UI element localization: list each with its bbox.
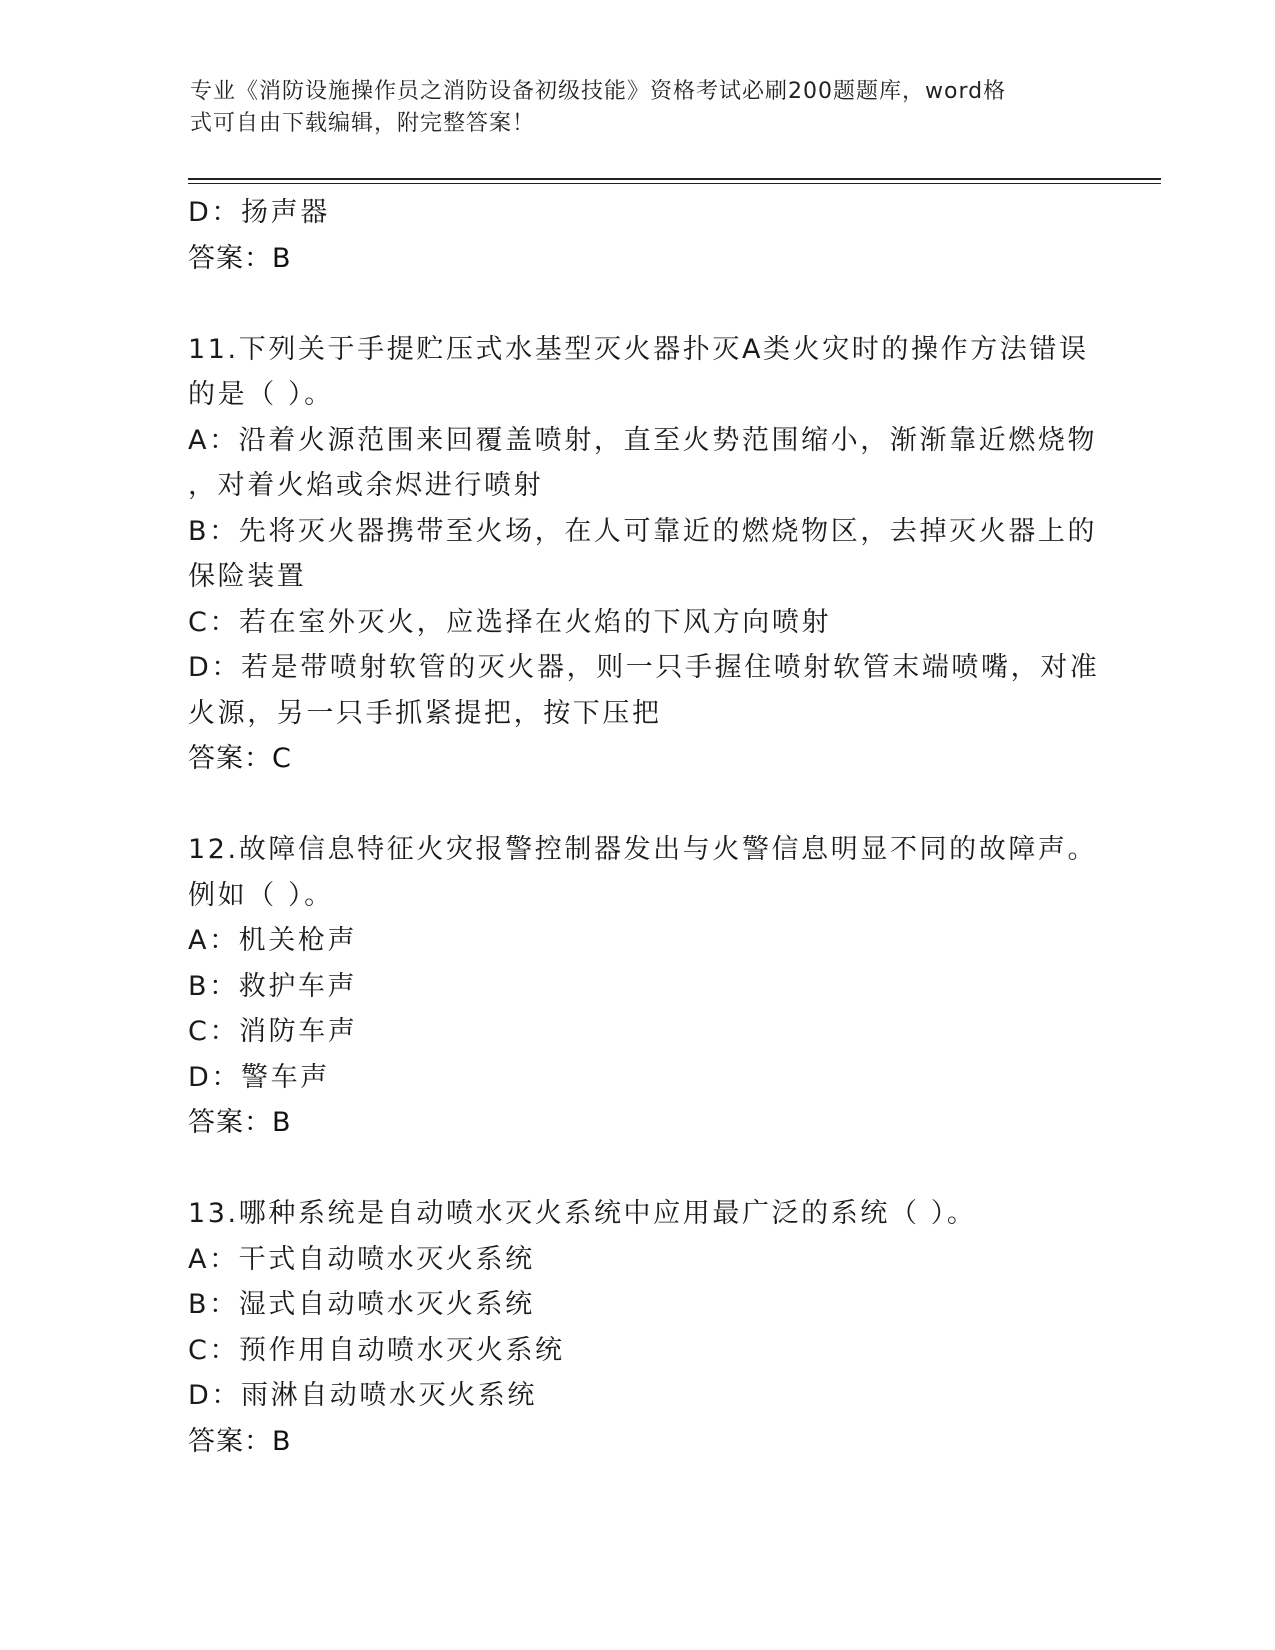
option-d-continued: 火源，另一只手抓紧提把，按下压把 <box>188 697 662 729</box>
option-d: D：扬声器 <box>188 197 330 228</box>
question-stem: 11.下列关于手提贮压式水基型灭火器扑灭A类火灾时的操作方法错误 <box>188 333 1089 365</box>
question-11 <box>188 327 1100 782</box>
option-d: D：警车声 <box>188 1061 330 1093</box>
header-divider-thick <box>188 178 1161 180</box>
option-a: A：干式自动喷水灭火系统 <box>188 1243 535 1275</box>
answer-line: 答案：B <box>188 1107 292 1138</box>
question-stem: 12.故障信息特征火灾报警控制器发出与火警信息明显不同的故障声。 <box>188 834 1098 865</box>
option-b-continued: 保险装置 <box>188 561 307 592</box>
option-c: C：若在室外灭火，应选择在火焰的下风方向喷射 <box>188 606 832 638</box>
option-b: B：湿式自动喷水灭火系统 <box>188 1289 535 1320</box>
header-line-1: 专业《消防设施操作员之消防设备初级技能》资格考试必刷200题题库，word格 <box>190 79 1007 104</box>
option-a-continued: ，对着火焰或余烬进行喷射 <box>188 470 544 501</box>
spacer <box>188 281 1088 327</box>
spacer <box>188 782 1088 828</box>
option-b: B：救护车声 <box>188 970 358 1002</box>
header-divider-thin <box>188 183 1161 184</box>
question-stem-continued: 例如（ ）。 <box>188 879 334 911</box>
question-list <box>188 190 1100 1464</box>
option-c: C：消防车声 <box>188 1016 358 1047</box>
option-b: B：先将灭火器携带至火场，在人可靠近的燃烧物区，去掉灭火器上的 <box>188 515 1098 547</box>
answer-line: 答案：B <box>188 242 292 274</box>
previous-question-tail <box>188 190 1088 281</box>
question-13 <box>188 1191 1088 1464</box>
option-d: D：若是带喷射软管的灭火器，则一只手握住喷射软管末端喷嘴，对准 <box>188 652 1100 683</box>
option-a: A：沿着火源范围来回覆盖喷射，直至火势范围缩小，渐渐靠近燃烧物 <box>188 424 1098 456</box>
option-a: A：机关枪声 <box>188 925 358 956</box>
answer-line: 答案：C <box>188 743 292 774</box>
header-line-2: 式可自由下载编辑，附完整答案！ <box>190 111 536 136</box>
question-12 <box>188 827 1098 1146</box>
document-header <box>190 76 1090 140</box>
spacer <box>188 1146 1088 1192</box>
question-stem: 13.哪种系统是自动喷水灭火系统中应用最广泛的系统（ ）。 <box>188 1198 977 1229</box>
option-c: C：预作用自动喷水灭火系统 <box>188 1334 565 1366</box>
answer-line: 答案：B <box>188 1425 292 1457</box>
question-stem-continued: 的是（ ）。 <box>188 379 334 410</box>
option-d: D：雨淋自动喷水灭火系统 <box>188 1380 537 1411</box>
